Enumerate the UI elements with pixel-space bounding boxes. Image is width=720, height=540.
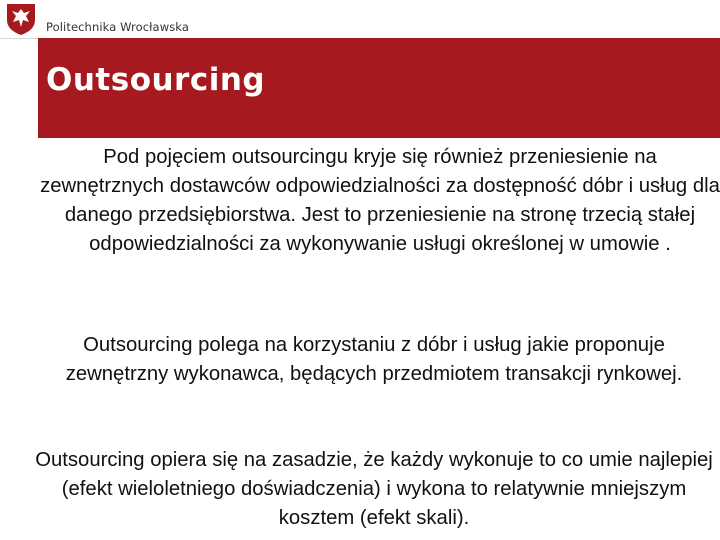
paragraph-definition: Pod pojęciem outsourcingu kryje się również przeniesienie na zewnętrznych dostawców odpowiedzialności za dostępność dóbr i usług dla danego przedsiębiorstwa. Jest to przeniesienie na stronę trzecią stałej odpowiedzialności za wykonywanie usługi określonej w umowie .	[40, 146, 720, 255]
slide-title: Outsourcing	[46, 62, 266, 98]
eagle-crest-icon	[5, 2, 37, 36]
slide-content	[35, 143, 720, 529]
university-name: Politechnika Wrocławska	[46, 20, 189, 34]
title-bar	[38, 38, 720, 138]
paragraph-principle: Outsourcing opiera się na zasadzie, że każdy wykonuje to co umie najlepiej (efekt wieloletniego doświadczenia) i wykona to relatywnie mniejszym kosztem (efekt skali).	[35, 449, 713, 529]
paragraph-description: Outsourcing polega na korzystaniu z dóbr i usług jakie proponuje zewnętrzny wykonawca, będących przedmiotem transakcji rynkowej.	[65, 334, 683, 385]
university-header	[0, 0, 720, 39]
